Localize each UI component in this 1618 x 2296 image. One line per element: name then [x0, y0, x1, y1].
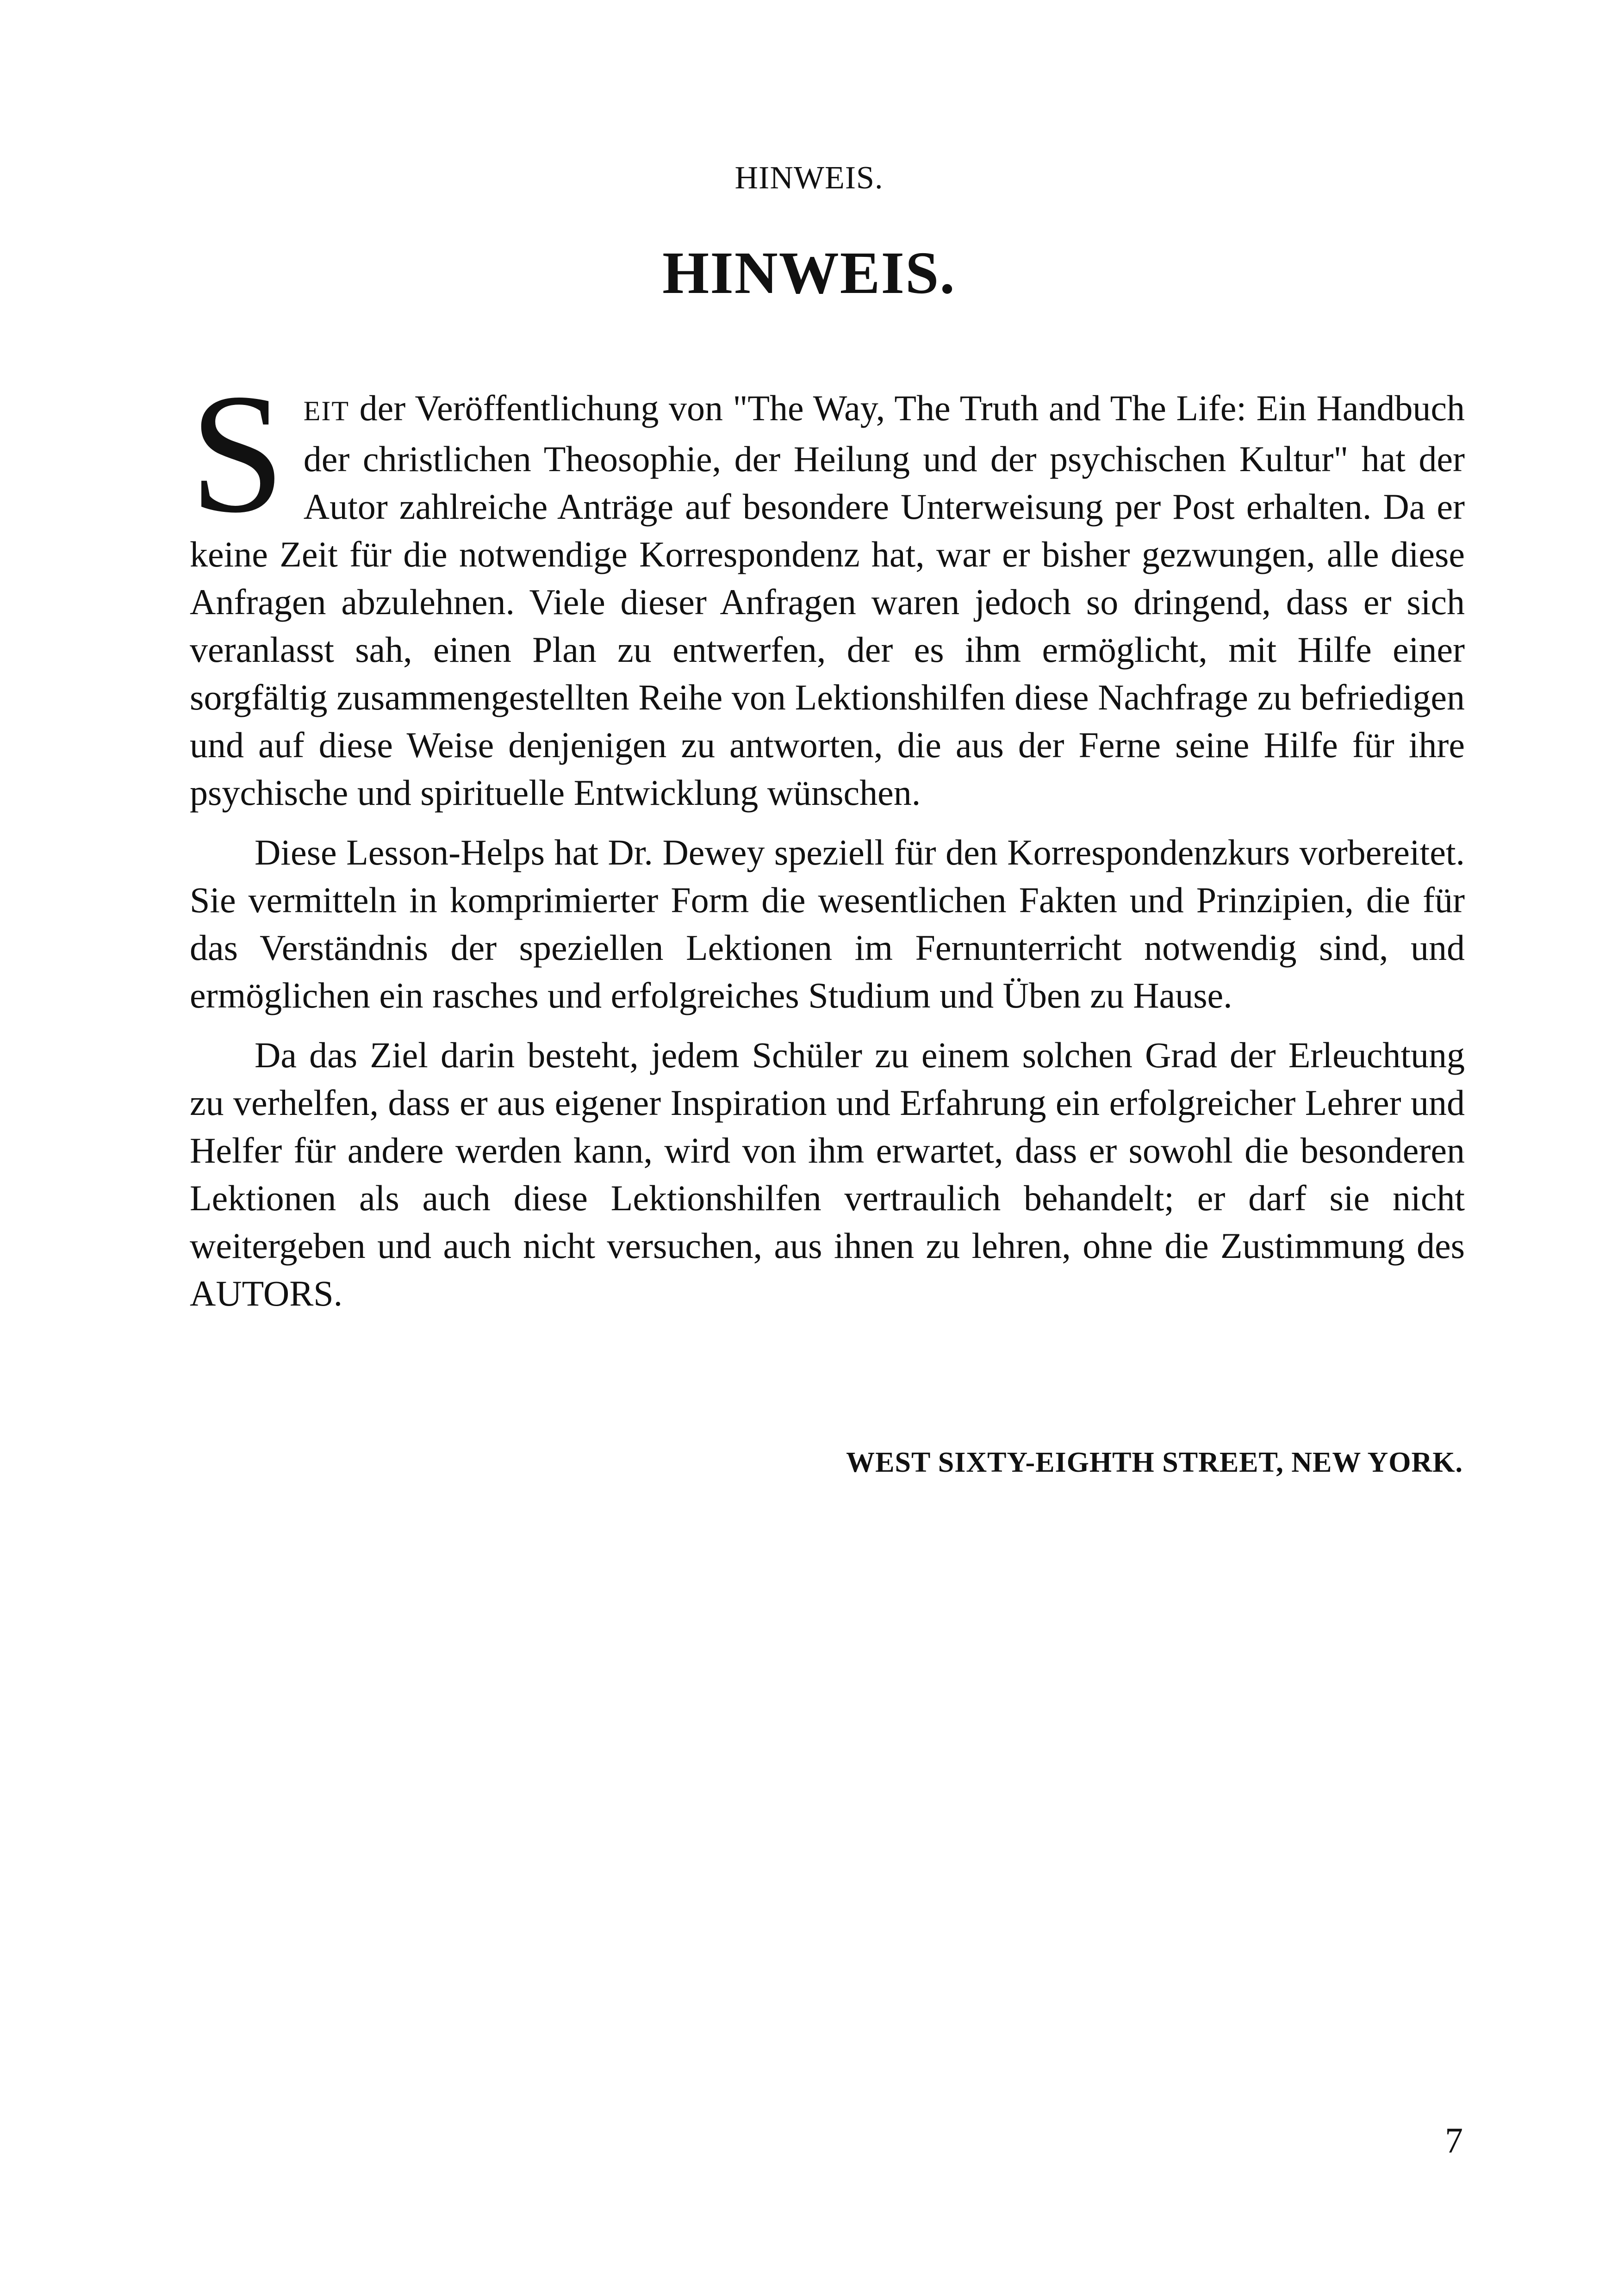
paragraph-3: Da das Ziel darin besteht, jedem Schüler zu einem solchen Grad der Erleuchtung zu verhelfen, dass er aus eigener Inspiration und Erfahrung ein erfolgreicher Lehrer und Helfer für andere werden kann, wird von ihm erwartet, dass er sowohl die besonderen Lektionen als auch diese Lektionshilfen vertraulich behandelt; er darf sie nicht weitergeben und auch nicht versuchen, aus ihnen zu lehren, ohne die Zustimmung des AUTORS. [190, 1035, 1465, 1313]
page-title: HINWEIS. [662, 240, 956, 306]
paragraph-2: Diese Lesson-Helps hat Dr. Dewey speziell für den Korrespondenzkurs vorbereitet. Sie vermitteln in komprimierter Form die wesentlichen Fakten und Prinzipien, die für das Verständnis der speziellen Lektionen im Fernunterricht notwendig sind, und ermöglichen ein rasches und erfolgreiches Studium und Üben zu Hause. [190, 832, 1465, 1015]
paragraph-1-smallcaps: EIT [303, 396, 350, 426]
signature-text: WEST SIXTY-EIGHTH STREET, NEW YORK. [846, 1447, 1463, 1478]
signature-address [846, 1446, 1463, 1479]
body-text [190, 359, 1465, 1329]
running-header: HINWEIS. [734, 160, 884, 196]
paragraph-1-text: der Veröffentlichung von "The Way, The Truth and The Life: Ein Handbuch der christlichen Theosophie, der Heilung und der psychischen Kultur" hat der Autor zahlreiche Anträge auf besondere Unterweisung per Post erhalten. Da er keine Zeit für die notwendige Korrespondenz hat, war er bisher gezwungen, alle diese Anfragen abzulehnen. Viele dieser Anfragen waren jedoch so dringend, dass er sich veranlasst sah, einen Plan zu entwerfen, der es ihm ermöglicht, mit Hilfe einer sorgfältig zusammengestellten Reihe von Lektionshilfen diese Nachfrage zu befriedigen und auf diese Weise denjenigen zu antworten, die aus der Ferne seine Hilfe für ihre psychische und spirituelle Entwicklung wünschen. [190, 388, 1465, 813]
page-number: 7 [1445, 2120, 1463, 2160]
paragraph-1 [190, 359, 1465, 816]
dropcap-letter: S [190, 359, 285, 548]
